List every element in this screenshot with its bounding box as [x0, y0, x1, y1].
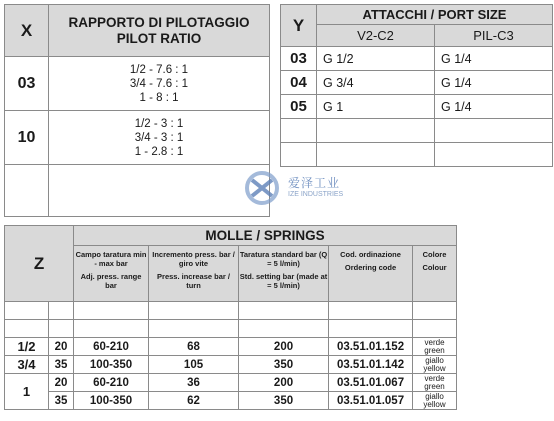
colour-en: yellow [423, 363, 446, 373]
empty-cell [317, 119, 435, 143]
spring-setting: 200 [239, 374, 329, 392]
col-header-setting [239, 246, 329, 302]
pilot-ratio-table [4, 4, 270, 217]
springs-table [4, 225, 457, 410]
spring-colour [413, 356, 457, 374]
col-header-it: Colore [422, 250, 447, 259]
empty-cell [329, 302, 413, 320]
port-col-v2c2: V2-C2 [317, 25, 435, 47]
pilot-table-title [49, 5, 270, 57]
pilot-ratio: 1/2 - 3 : 1 [134, 117, 184, 130]
empty-cell [149, 302, 239, 320]
port-table-title: ATTACCHI / PORT SIZE [317, 5, 553, 25]
spring-range: 60-210 [74, 374, 149, 392]
empty-cell [74, 302, 149, 320]
spring-setting: 350 [239, 392, 329, 410]
pilot-ratio: 1 - 2.8 : 1 [134, 145, 184, 158]
colour-it: giallo [425, 391, 444, 401]
ize-logo-icon [244, 170, 280, 206]
table-row [5, 392, 457, 410]
watermark-cn: 爱泽工业 [288, 176, 341, 190]
col-header-it: Incremento press. bar / giro vite [152, 250, 235, 268]
spring-range: 100-350 [74, 356, 149, 374]
pilot-row-code: 03 [5, 57, 49, 111]
colour-it: verde [424, 337, 445, 347]
pilot-row-code: 10 [5, 111, 49, 165]
empty-cell [317, 143, 435, 167]
col-header-it: Cod. ordinazione [340, 250, 401, 259]
pilot-ratio: 3/4 - 7.6 : 1 [129, 77, 189, 90]
pilot-table-letter: X [5, 5, 49, 57]
col-header-code [329, 246, 413, 302]
port-v2c2-value: G 1/2 [317, 47, 435, 71]
table-row [5, 356, 457, 374]
empty-cell [5, 302, 49, 320]
spring-setting: 350 [239, 356, 329, 374]
colour-it: verde [424, 373, 445, 383]
empty-cell [281, 119, 317, 143]
pilot-title-en: PILOT RATIO [116, 30, 202, 46]
ize-watermark [244, 170, 356, 210]
empty-cell [281, 143, 317, 167]
pilot-row-ratios [49, 111, 270, 165]
spring-z: 35 [49, 356, 74, 374]
empty-cell [5, 320, 49, 338]
empty-cell [49, 302, 74, 320]
col-header-it: Campo taratura min - max bar [75, 250, 147, 268]
springs-table-title: MOLLE / SPRINGS [74, 226, 457, 246]
port-size-table [280, 4, 553, 167]
col-header-en: Colour [422, 263, 447, 272]
pilot-row-ratios [49, 57, 270, 111]
spring-size: 3/4 [5, 356, 49, 374]
colour-it: giallo [425, 355, 444, 365]
spring-range: 100-350 [74, 392, 149, 410]
pilot-ratio: 3/4 - 3 : 1 [134, 131, 184, 144]
col-header-colour [413, 246, 457, 302]
spring-colour [413, 338, 457, 356]
pilot-ratio: 1 - 8 : 1 [139, 91, 179, 104]
spring-increase: 62 [149, 392, 239, 410]
pilot-ratio: 1/2 - 7.6 : 1 [129, 63, 189, 76]
spring-range: 60-210 [74, 338, 149, 356]
spring-setting: 200 [239, 338, 329, 356]
spring-z: 20 [49, 374, 74, 392]
spring-colour [413, 374, 457, 392]
port-v2c2-value: G 1 [317, 95, 435, 119]
port-col-pilc3: PIL-C3 [435, 25, 553, 47]
springs-table-letter: Z [5, 226, 74, 302]
spring-colour [413, 392, 457, 410]
col-header-en: Ordering code [344, 263, 397, 272]
col-header-increase [149, 246, 239, 302]
empty-cell [413, 302, 457, 320]
spring-increase: 36 [149, 374, 239, 392]
empty-cell [329, 320, 413, 338]
empty-cell [49, 165, 270, 217]
spring-size: 1 [5, 374, 49, 410]
port-v2c2-value: G 3/4 [317, 71, 435, 95]
spring-code: 03.51.01.152 [329, 338, 413, 356]
empty-cell [435, 143, 553, 167]
empty-cell [49, 320, 74, 338]
colour-en: green [424, 345, 445, 355]
empty-cell [413, 320, 457, 338]
colour-en: yellow [423, 399, 446, 409]
spring-z: 35 [49, 392, 74, 410]
port-pilc3-value: G 1/4 [435, 47, 553, 71]
spring-z: 20 [49, 338, 74, 356]
colour-en: green [424, 381, 445, 391]
port-pilc3-value: G 1/4 [435, 95, 553, 119]
port-row-code: 05 [281, 95, 317, 119]
spring-code: 03.51.01.067 [329, 374, 413, 392]
empty-cell [435, 119, 553, 143]
spring-code: 03.51.01.142 [329, 356, 413, 374]
col-header-en: Press. increase bar / turn [157, 272, 230, 290]
spring-increase: 105 [149, 356, 239, 374]
col-header-it: Taratura standard bar (Q = 5 l/min) [239, 250, 328, 268]
spring-code: 03.51.01.057 [329, 392, 413, 410]
port-row-code: 03 [281, 47, 317, 71]
empty-cell [5, 165, 49, 217]
spring-increase: 68 [149, 338, 239, 356]
port-pilc3-value: G 1/4 [435, 71, 553, 95]
port-row-code: 04 [281, 71, 317, 95]
port-table-letter: Y [281, 5, 317, 47]
table-row [5, 374, 457, 392]
col-header-en: Adj. press. range bar [80, 272, 142, 290]
empty-cell [239, 302, 329, 320]
table-row [5, 338, 457, 356]
col-header-en: Std. setting bar (made at = 5 l/min) [239, 272, 328, 290]
empty-cell [239, 320, 329, 338]
empty-cell [74, 320, 149, 338]
spring-size: 1/2 [5, 338, 49, 356]
pilot-title-it: RAPPORTO DI PILOTAGGIO [68, 14, 250, 30]
empty-cell [149, 320, 239, 338]
col-header-range [74, 246, 149, 302]
watermark-en: IZE INDUSTRIES [288, 191, 344, 198]
